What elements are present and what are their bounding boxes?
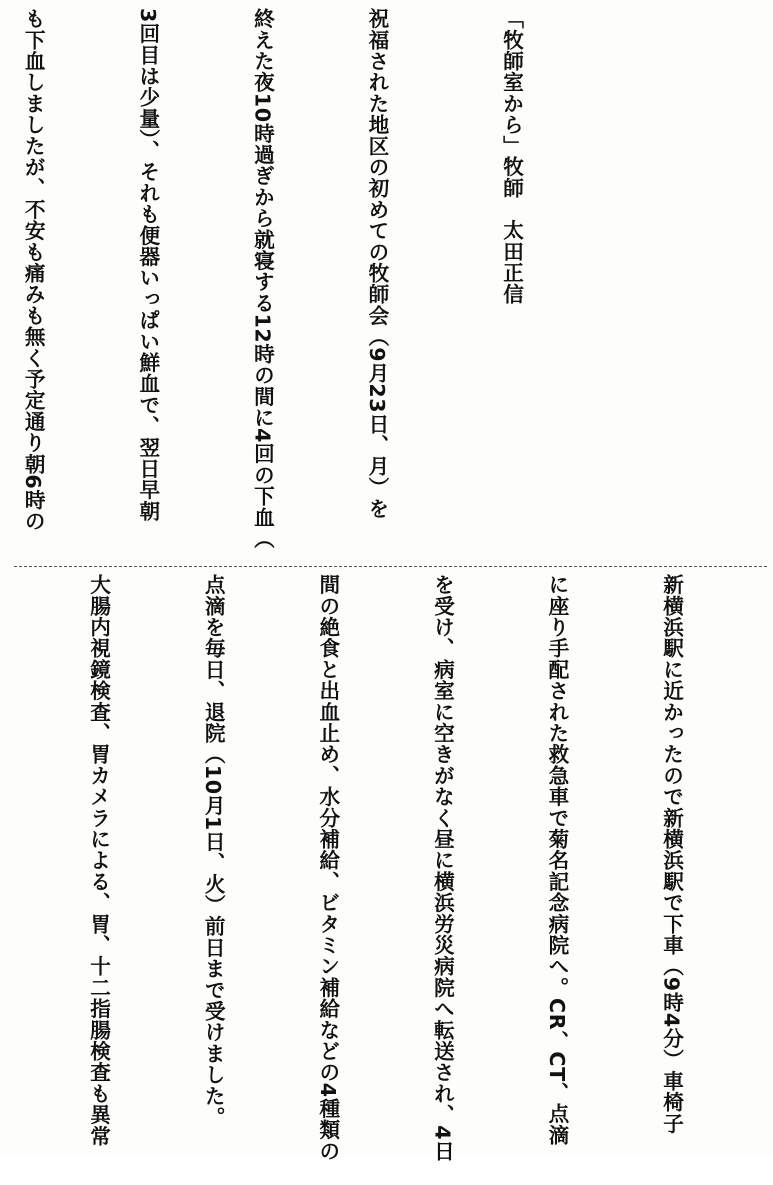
section-heading: 「牧師室から」	[499, 8, 524, 157]
text-line: 3回目は少量）、それも便器いっぱい鮮血で、翌日早朝	[135, 8, 160, 522]
text-line: 新横浜駅に近かったので新横浜駅で下車（9時4分）車椅子	[659, 574, 684, 1134]
text-line: 終えた夜10時過ぎから就寝する12時の間に4回の下血（	[250, 8, 275, 550]
text-line: 間の絶食と出血止め、水分補給、ビタミン補給などの4種類の	[315, 574, 340, 1162]
top-section	[17, 8, 767, 563]
bottom-section	[17, 574, 767, 1162]
text-line	[0, 574, 3, 1149]
text-line: 祝福された地区の初めての牧師会（9月23日、月）を	[364, 8, 389, 520]
text-line: 点滴を毎日、退院（10月1日、火）前日まで受けました。	[201, 574, 226, 1128]
text-line: に座り手配された救急車で菊名記念病院へ。CR、CT、点滴	[544, 574, 569, 1146]
text-line: も下血しましたが、不安も痛みも無く予定通り朝6時の	[21, 8, 46, 532]
section-divider	[14, 566, 767, 567]
text-line: を受け、病室に空きがなく昼に横浜労災病院へ転送され、4日	[430, 574, 455, 1162]
author-byline: 牧師 太田正信	[499, 156, 524, 305]
heading-line	[492, 8, 690, 563]
text-line: 大腸内視鏡検査、胃カメラによる、胃、十二指腸検査も異常	[86, 574, 111, 1147]
